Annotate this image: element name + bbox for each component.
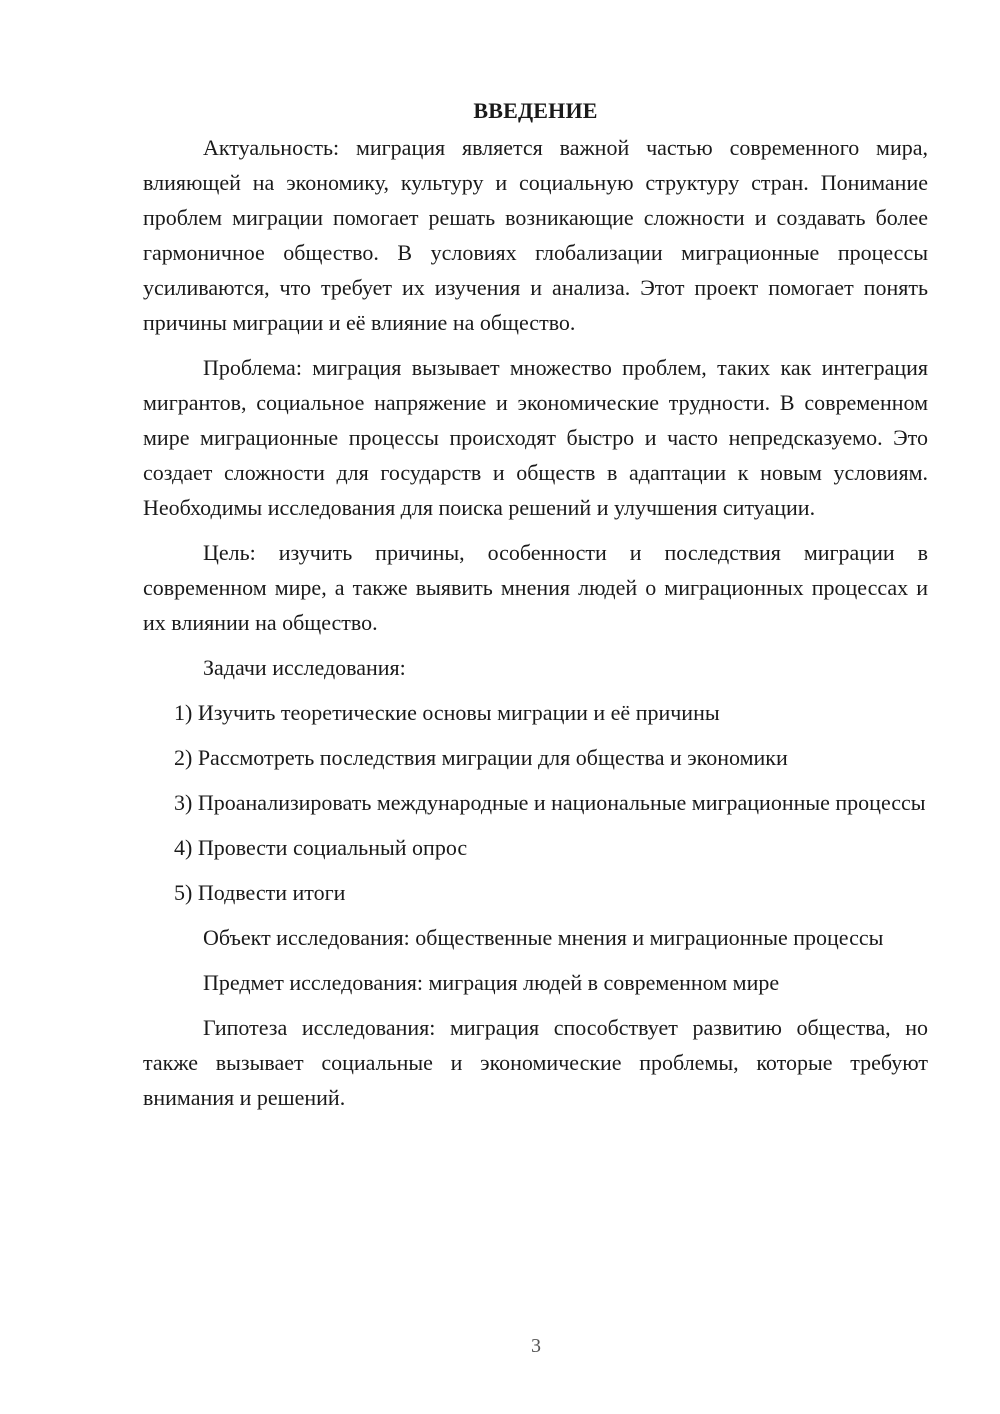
paragraph-problem: Проблема: миграция вызывает множество проблем, таких как интеграция мигрантов, социальное напряжение и экономические трудности. В современном мире миграционные процессы происходят быстро и часто непредсказуемо. Это создает сложности для государств и обществ в адаптации к новым условиям. Необходимы исследования для поиска решений и улучшения ситуации.: [143, 355, 928, 520]
page-content: [143, 96, 928, 1125]
tasks-heading: Задачи исследования:: [203, 655, 406, 680]
paragraph-goal: Цель: изучить причины, особенности и последствия миграции в современном мире, а также выявить мнения людей о миграционных процессах и их влиянии на общество.: [143, 540, 928, 635]
list-item: 4) Провести социальный опрос: [174, 835, 468, 860]
list-item: 5) Подвести итоги: [174, 880, 346, 905]
paragraph-subject: Предмет исследования: миграция людей в современном мире: [203, 970, 780, 995]
page-number: 3: [531, 1335, 541, 1357]
paragraph-relevance: Актуальность: миграция является важной частью современного мира, влияющей на экономику, культуру и социальную структуру стран. Понимание проблем миграции помогает решать возникающие сложности и создавать более гармоничное общество. В условиях глобализации миграционные процессы усиливаются, что требует их изучения и анализа. Этот проект помогает понять причины миграции и её влияние на общество.: [143, 135, 928, 335]
paragraph-hypothesis: Гипотеза исследования: миграция способствует развитию общества, но также вызывает социальные и экономические проблемы, которые требуют внимания и решений.: [143, 1015, 928, 1110]
list-item: 2) Рассмотреть последствия миграции для общества и экономики: [174, 745, 788, 770]
page-title: ВВЕДЕНИЕ: [473, 98, 598, 123]
list-item: 1) Изучить теоретические основы миграции и её причины: [174, 700, 720, 725]
paragraph-object: Объект исследования: общественные мнения и миграционные процессы: [203, 925, 884, 950]
list-item: 3) Проанализировать международные и национальные миграционные процессы: [174, 790, 926, 815]
